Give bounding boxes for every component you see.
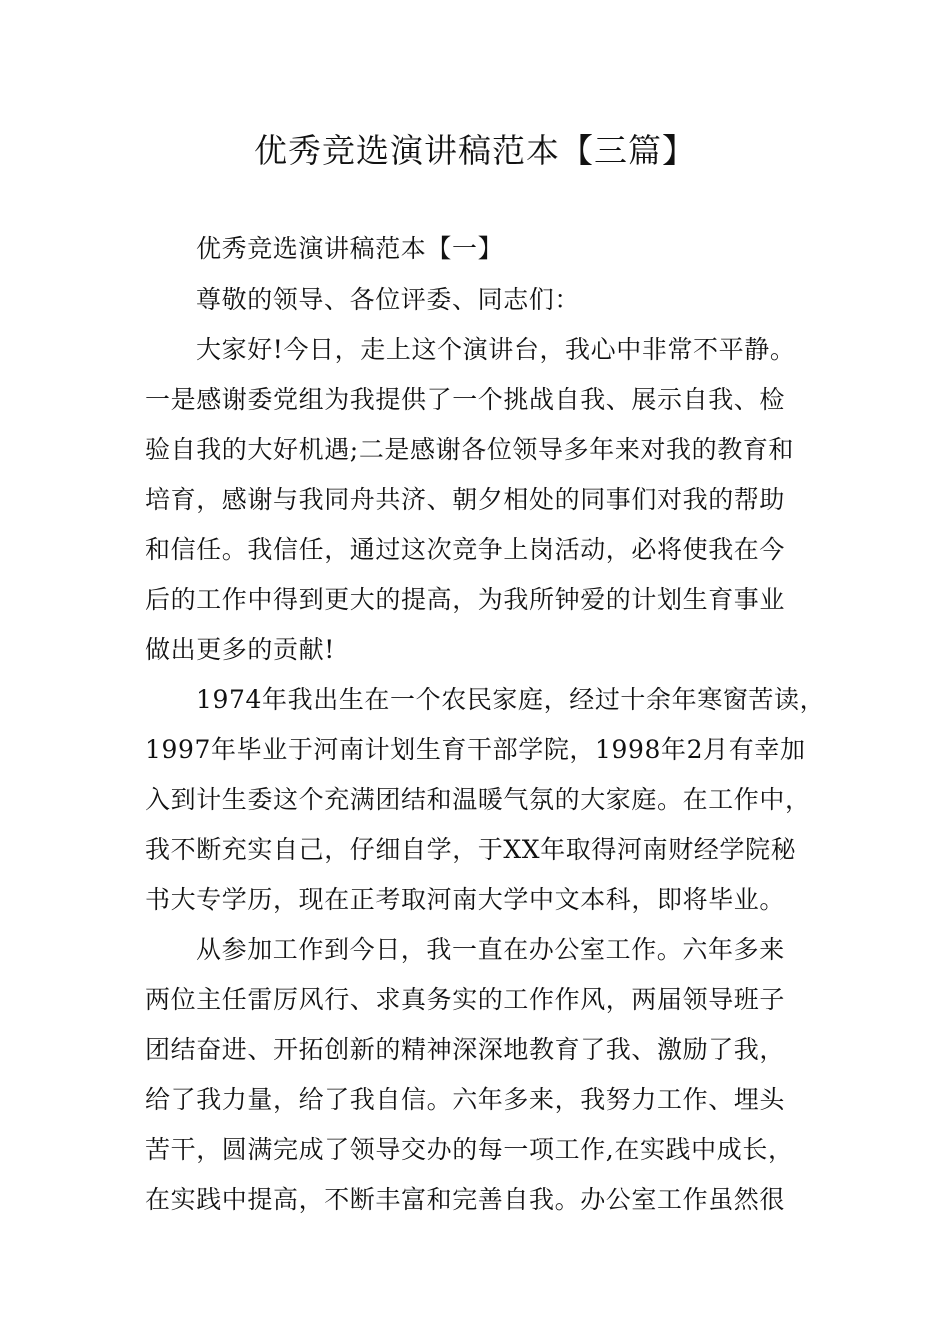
paragraph-line: 1974年我出生在一个农民家庭，经过十余年寒窗苦读， xyxy=(196,685,826,714)
paragraph-line: 苦干，圆满完成了领导交办的每一项工作,在实践中成长， xyxy=(145,1135,794,1164)
paragraph-line: 大家好!今日，走上这个演讲台，我心中非常不平静。 xyxy=(196,335,796,364)
paragraph-line: 一是感谢委党组为我提供了一个挑战自我、展示自我、检 xyxy=(145,385,786,414)
paragraph-line: 从参加工作到今日，我一直在办公室工作。六年多来 xyxy=(196,935,785,964)
paragraph-line: 书大专学历，现在正考取河南大学中文本科，即将毕业。 xyxy=(145,885,786,914)
paragraph-line: 团结奋进、开拓创新的精神深深地教育了我、激励了我， xyxy=(145,1035,786,1064)
paragraph-line: 后的工作中得到更大的提高，为我所钟爱的计划生育事业 xyxy=(145,585,786,614)
salutation: 尊敬的领导、各位评委、同志们： xyxy=(196,285,581,314)
paragraph-line: 在实践中提高，不断丰富和完善自我。办公室工作虽然很 xyxy=(145,1185,786,1214)
paragraph-line: 培育，感谢与我同舟共济、朝夕相处的同事们对我的帮助 xyxy=(145,485,786,514)
paragraph-line: 入到计生委这个充满团结和温暖气氛的大家庭。在工作中， xyxy=(145,785,811,814)
paragraph-line: 我不断充实自己，仔细自学，于XX年取得河南财经学院秘 xyxy=(145,835,797,864)
document-title: 优秀竞选演讲稿范本【三篇】 xyxy=(254,131,696,170)
paragraph-line: 和信任。我信任，通过这次竞争上岗活动，必将使我在今 xyxy=(145,535,786,564)
paragraph-line: 两位主任雷厉风行、求真务实的工作作风，两届领导班子 xyxy=(145,985,786,1014)
paragraph-line: 做出更多的贡献! xyxy=(145,635,335,664)
paragraph-line: 验自我的大好机遇;二是感谢各位领导多年来对我的教育和 xyxy=(145,435,795,464)
section-heading: 优秀竞选演讲稿范本【一】 xyxy=(196,234,504,263)
paragraph-line: 给了我力量，给了我自信。六年多来，我努力工作、埋头 xyxy=(145,1085,786,1114)
paragraph-line: 1997年毕业于河南计划生育干部学院，1998年2月有幸加 xyxy=(145,735,806,764)
